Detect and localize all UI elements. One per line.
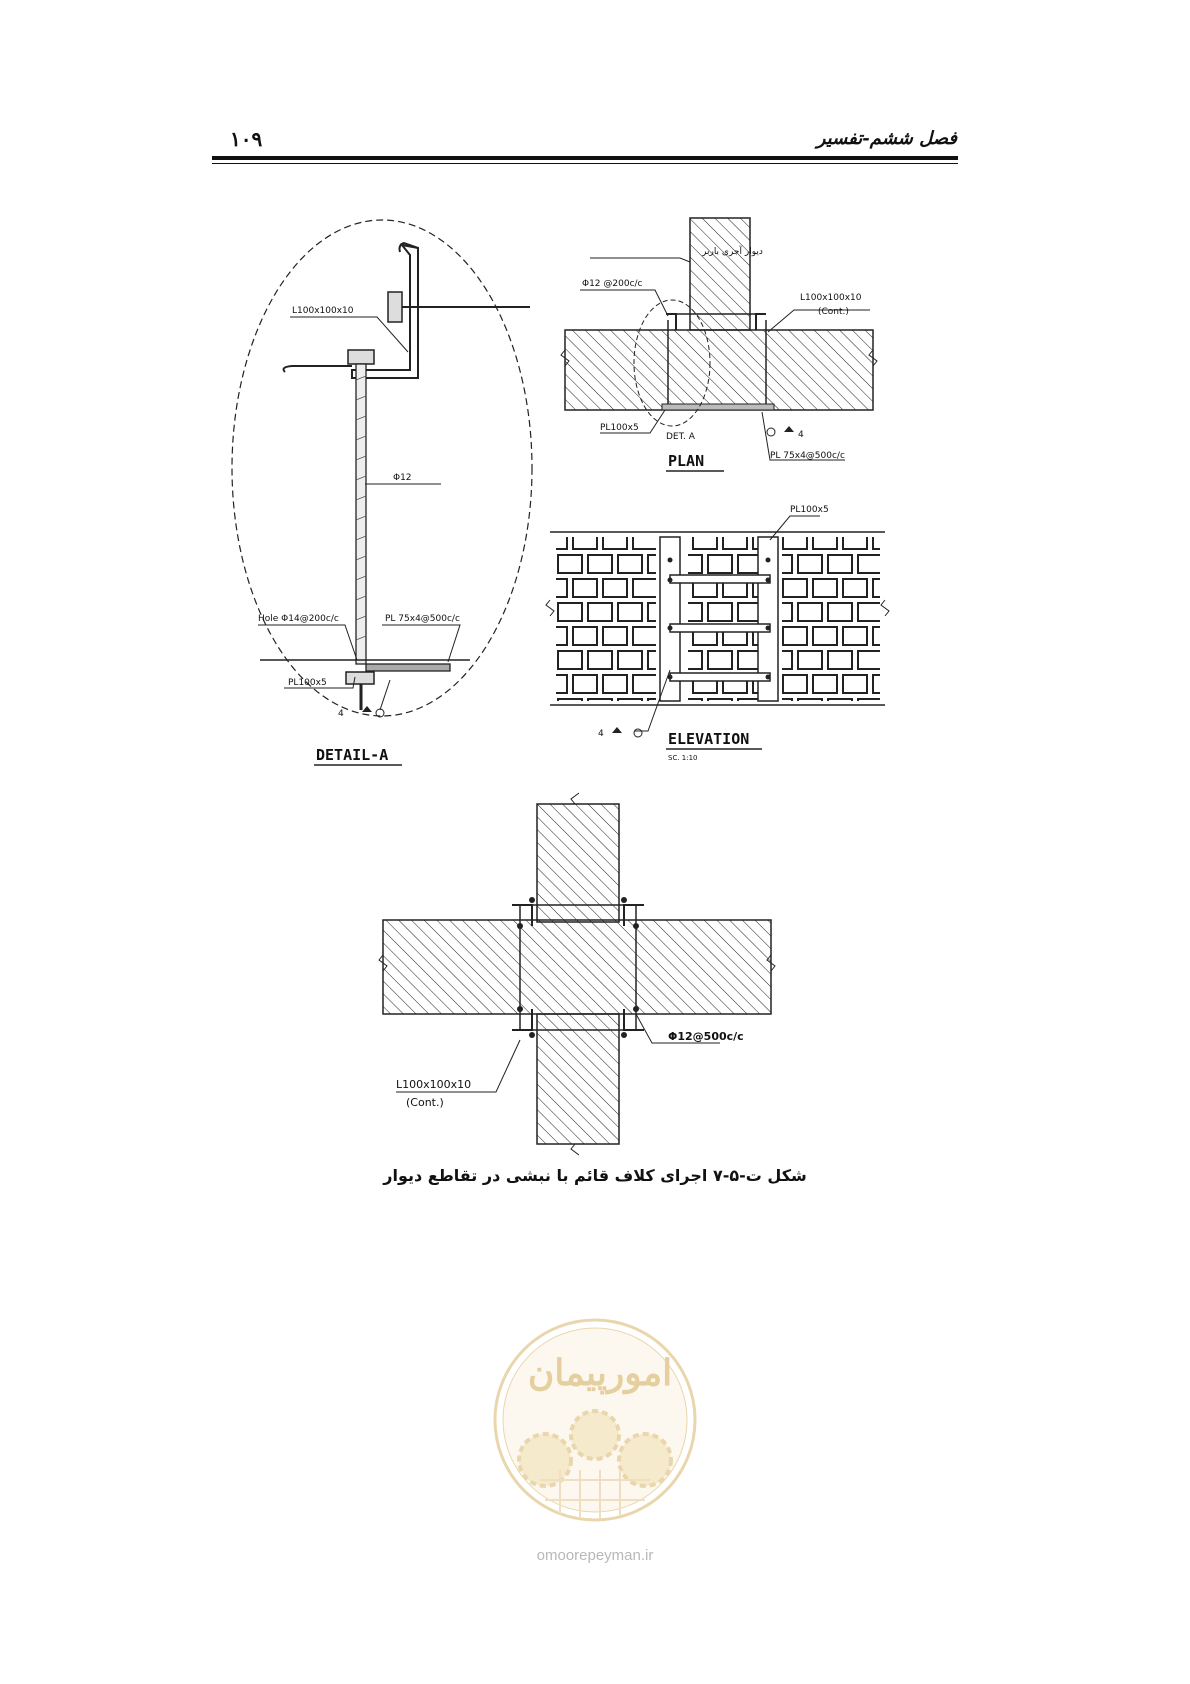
detail-angle-label: L100x100x10 [292,306,354,316]
plan-pl-label: PL100x5 [600,423,639,433]
plan-wall-label: دیوار آجری باربر [702,247,763,257]
elevation-pl-label: PL100x5 [790,505,829,515]
watermark-logo-text: امورپیمان [527,1352,673,1394]
cross-angle-label: L100x100x10 [396,1078,472,1091]
plan-bar-label: Φ12 @200c/c [582,279,643,289]
plan-plate-label: PL 75x4@500c/c [770,451,845,461]
elevation-view [546,505,889,762]
elevation-weld-label: 4 [598,729,604,739]
plan-det-label: DET. A [666,432,695,442]
plan-view [561,218,877,471]
watermark-url: omoorepeyman.ir [536,1547,654,1564]
figure-caption: شکل ت-۵-۷ اجرای کلاف قائم با نبشی در تقاطع دیوار [383,1166,807,1185]
detail-bar-label: Φ12 [393,473,412,483]
cross-bar-label: Φ12@500c/c [668,1030,744,1043]
elevation-scale: SC. 1:10 [668,754,698,762]
cross-intersection-view [379,793,775,1155]
plan-angle-label: L100x100x10 [800,293,862,303]
plan-weld-label: 4 [798,430,804,440]
detail-title: DETAIL-A [316,746,389,764]
detail-hole-label: Hole Φ14@200c/c [258,614,339,624]
detail-weld-label: 4 [338,709,344,719]
cross-angle-note: (Cont.) [406,1096,444,1109]
chapter-title: فصل ششم-تفسیر [816,128,957,149]
detail-pl-label: PL100x5 [288,678,327,688]
detail-a [232,220,532,765]
elevation-title: ELEVATION [668,730,750,748]
detail-plate-label: PL 75x4@500c/c [385,614,460,624]
plan-title: PLAN [668,452,705,470]
page-number: ۱۰۹ [230,127,263,151]
watermark-logo [495,1320,695,1520]
plan-angle-note: (Cont.) [818,307,849,317]
